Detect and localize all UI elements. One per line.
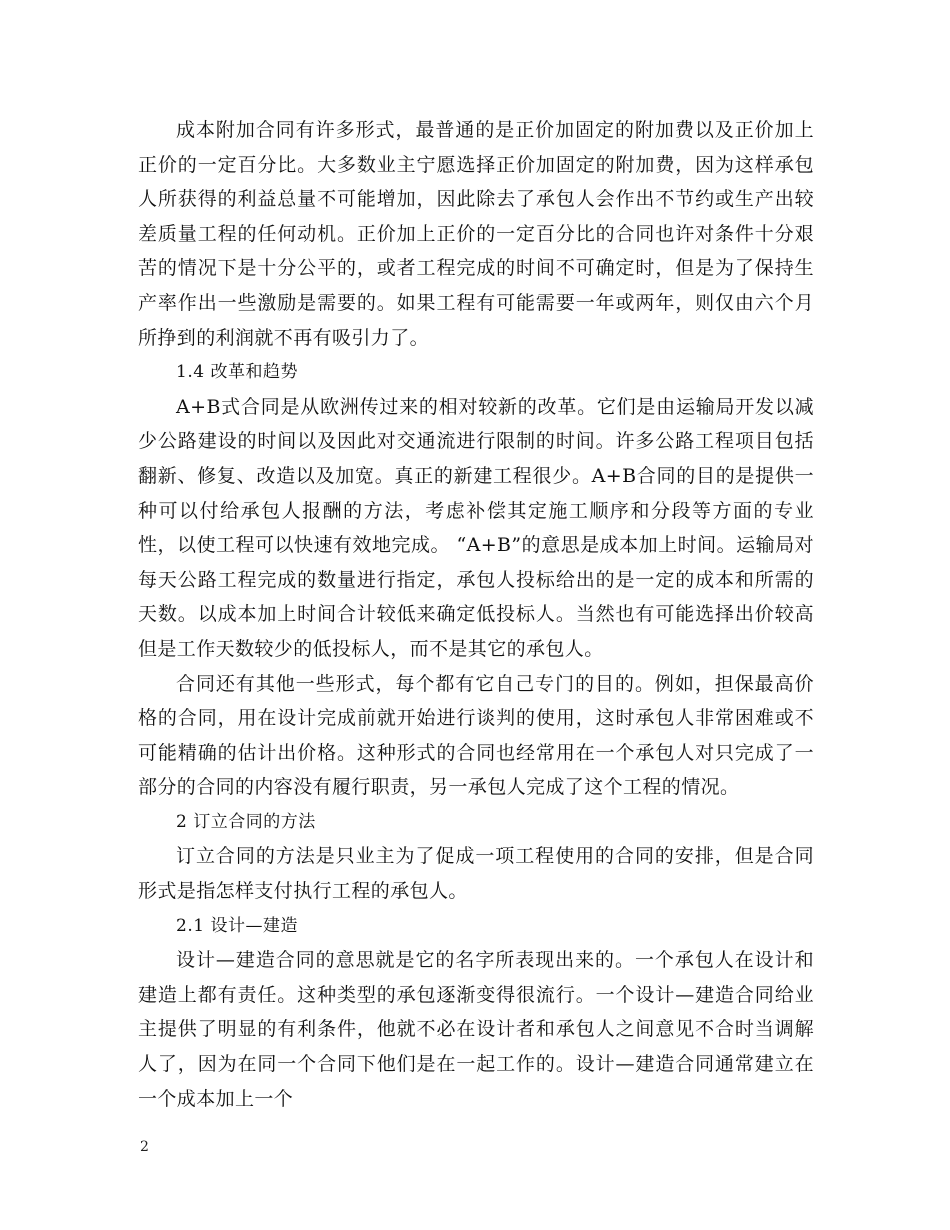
page-number: 2 <box>140 1139 149 1155</box>
heading-design-build: 2.1 设计—建造 <box>176 915 298 936</box>
paragraph-cost-plus-forms: 成本附加合同有许多形式，最普通的是正价加固定的附加费以及正价加上正价的一定百分比。大多数业主宁愿选择正价加固定的附加费，因为这样承包人所获得的利益总量不可能增加，因此除去了承包人会作出不节约或生产出较差质量工程的任何动机。正价加上正价的一定百分比的合同也许对条件十分艰苦的情况下是十分公平的，或者工程完成的时间不可确定时，但是为了保持生产率作出一些激励是需要的。如果工程有可能需要一年或两年，则仅由六个月所挣到的利润就不再有吸引力了。 <box>138 119 814 349</box>
heading-contracting-methods: 2 订立合同的方法 <box>176 811 316 832</box>
paragraph-design-build: 设计—建造合同的意思就是它的名字所表现出来的。一个承包人在设计和建造上都有责任。这种类型的承包逐渐变得很流行。一个设计—建造合同给业主提供了明显的有利条件，他就不必在设计者和承包人之间意见不合时当调解人了，因为在同一个合同下他们是在一起工作的。设计—建造合同通常建立在一个成本加上一个 <box>138 949 814 1110</box>
document-body <box>138 113 814 1116</box>
paragraph-a-plus-b: A+B式合同是从欧洲传过来的相对较新的改革。它们是由运输局开发以减少公路建设的时间以及因此对交通流进行限制的时间。许多公路工程项目包括翻新、修复、改造以及加宽。真正的新建工程很少。A+B合同的目的是提供一种可以付给承包人报酬的方法，考虑补偿其定施工顺序和分段等方面的专业性，以使工程可以快速有效地完成。 “A+B”的意思是成本加上时间。运输局对每天公路工程完成的数量进行指定，承包人投标给出的是一定的成本和所需的天数。以成本加上时间合计较低来确定低投标人。当然也有可能选择出价较高但是工作天数较少的低投标人，而不是其它的承包人。 <box>138 395 814 660</box>
paragraph-contracting-methods: 订立合同的方法是只业主为了促成一项工程使用的合同的安排，但是合同形式是指怎样支付执行工程的承包人。 <box>138 845 814 903</box>
paragraph-other-forms: 合同还有其他一些形式，每个都有它自己专门的目的。例如，担保最高价格的合同，用在设计完成前就开始进行谈判的使用，这时承包人非常困难或不可能精确的估计出价格。这种形式的合同也经常用在一个承包人对只完成了一部分的合同的内容没有履行职责，另一承包人完成了这个工程的情况。 <box>138 672 814 799</box>
heading-reform-trends: 1.4 改革和趋势 <box>176 362 298 383</box>
